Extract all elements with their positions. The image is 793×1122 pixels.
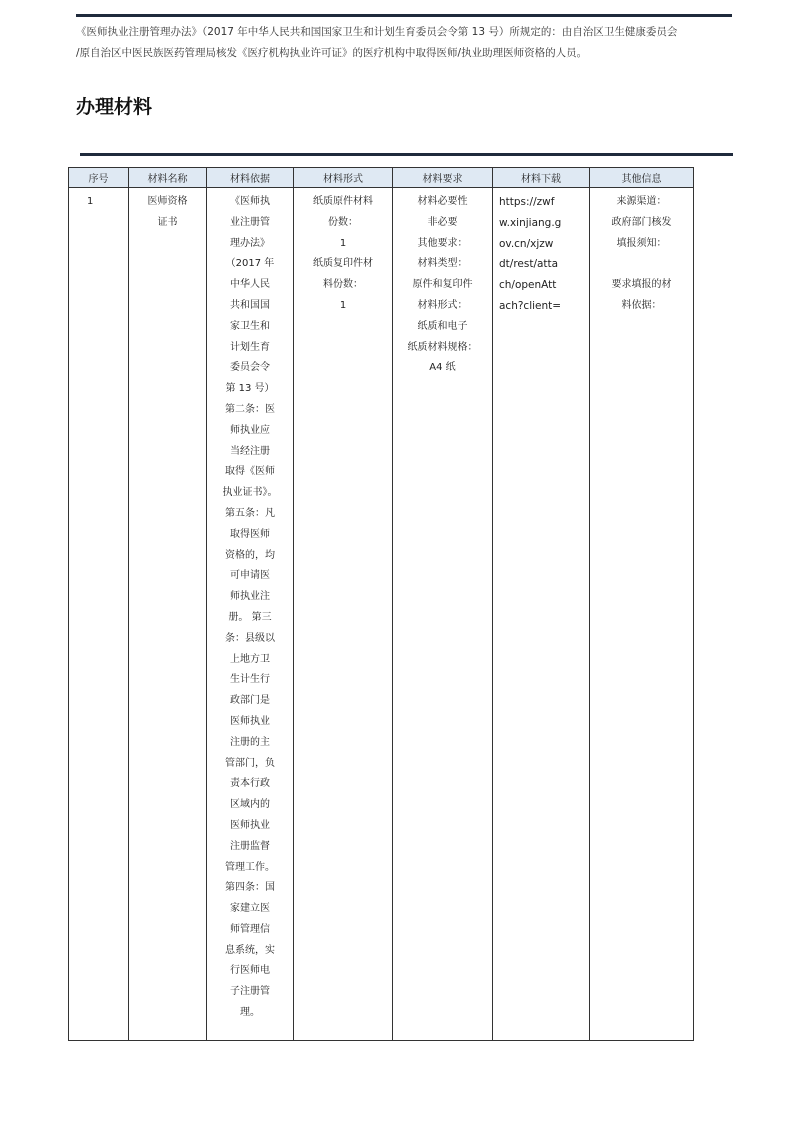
other-info-gap [590,254,693,275]
basis-line: 行医师电 [230,965,270,977]
basis-line: 注册的主 [230,736,270,748]
header-seq: 序号 [69,168,129,188]
requirement-line: 材料必要性 [417,196,468,207]
basis-line: 息系统，实 [225,944,275,956]
top-rule [76,14,732,17]
requirement-line: 其他要求： [417,237,468,249]
other-info-line: 要求填报的材 [611,279,672,291]
basis-line: 家卫生和 [230,320,270,332]
cell-seq [69,188,129,1041]
basis-line: 第四条：国 [225,882,275,894]
download-link-line: https://zwf [499,196,555,208]
header-form: 材料形式 [294,168,393,188]
basis-line: 册。 第三 [228,611,272,623]
basis-line: 业注册管 [230,216,270,228]
cell-basis [207,188,294,1041]
form-line: 1 [339,237,347,249]
basis-line: 执业证书》。 [222,487,278,499]
basis-line: 取得《医师 [225,466,275,478]
basis-line: 第五条：凡 [225,507,275,519]
cell-name [129,188,207,1041]
form-line: 份数： [328,216,358,228]
intro-line-2: /原自治区中医民族医药管理局核发《医疗机构执业许可证》的医疗机构中取得医师/执业助理医师资格的人员。 [76,47,588,59]
cell-download[interactable] [493,188,590,1041]
table-header-row [69,168,694,188]
basis-line: 生计生行 [230,674,270,686]
basis-line: 资格的，均 [225,549,275,561]
header-requirements: 材料要求 [393,168,493,188]
basis-line: 理办法》 [230,237,270,249]
basis-line: 《医师执 [230,196,270,207]
form-line: 1 [339,299,347,311]
basis-line: 医师执业 [230,819,270,831]
basis-line: 委员会令 [230,362,270,374]
basis-line: 师执业注 [230,591,270,603]
basis-line: 家建立医 [230,903,270,915]
basis-line: 注册监督 [230,840,270,852]
name-line: 证书 [157,216,178,228]
basis-line: 取得医师 [230,528,270,540]
basis-line: 第 13 号） [225,383,275,395]
basis-line: 条：县级以 [225,632,275,644]
name-line: 医师资格 [147,196,188,207]
basis-line: 管部门，负 [225,757,275,769]
materials-table [68,167,694,1041]
basis-line: 师管理信 [230,923,270,935]
header-name: 材料名称 [129,168,207,188]
download-link-line: dt/rest/atta [499,258,559,271]
basis-line: 中华人民 [230,279,270,291]
seq-line: 1 [87,196,94,207]
other-info-line: 来源渠道： [616,196,667,207]
download-link-line: w.xinjiang.g [499,216,562,229]
download-link-line: ov.cn/xjzw [499,237,554,250]
cell-form [294,188,393,1041]
cell-requirements [393,188,493,1041]
basis-line: 理。 [240,1007,260,1019]
section-title: 办理材料 [76,96,153,118]
basis-line: 医师执业 [230,715,270,727]
requirement-line: 材料类型： [417,258,468,270]
section-rule [80,153,733,156]
basis-line: 子注册管 [230,986,270,998]
download-link-line: ch/openAtt [499,279,557,292]
other-info-line: 政府部门核发 [611,216,672,228]
requirement-line: A4 纸 [429,362,456,374]
cell-other [590,188,694,1041]
basis-line: （2017 年 [225,258,275,270]
form-line: 纸质原件材料 [313,196,373,207]
requirement-line: 原件和复印件 [412,279,473,291]
requirement-line: 材料形式： [417,299,468,311]
header-basis: 材料依据 [207,168,294,188]
intro-line-1: 《医师执业注册管理办法》（2017 年中华人民共和国国家卫生和计划生育委员会令第 13 号）所规定的：由自治区卫生健康委员会 [76,26,678,38]
header-other: 其他信息 [590,168,694,188]
requirement-line: 纸质材料规格： [407,341,478,353]
basis-line: 责本行政 [230,778,270,790]
other-info-line: 料依据： [621,299,662,311]
requirement-line: 纸质和电子 [417,320,468,332]
intro-paragraph [76,22,726,64]
basis-line: 上地方卫 [230,653,270,665]
form-line: 纸质复印件材 [313,258,373,270]
basis-line: 管理工作。 [225,861,275,873]
basis-line: 区域内的 [230,799,270,811]
basis-line: 共和国国 [230,299,270,311]
basis-line: 当经注册 [230,445,270,457]
basis-line: 政部门是 [230,695,270,707]
requirement-line: 非必要 [427,216,458,228]
basis-line: 计划生育 [230,341,270,353]
basis-line: 可申请医 [230,570,270,582]
download-link-line: ach?client= [499,299,562,312]
basis-line: 师执业应 [230,424,270,436]
table-row [69,188,694,1041]
form-line: 料份数： [323,279,363,291]
header-download: 材料下载 [493,168,590,188]
basis-line: 第二条：医 [225,403,275,415]
other-info-line: 填报须知： [616,237,667,249]
